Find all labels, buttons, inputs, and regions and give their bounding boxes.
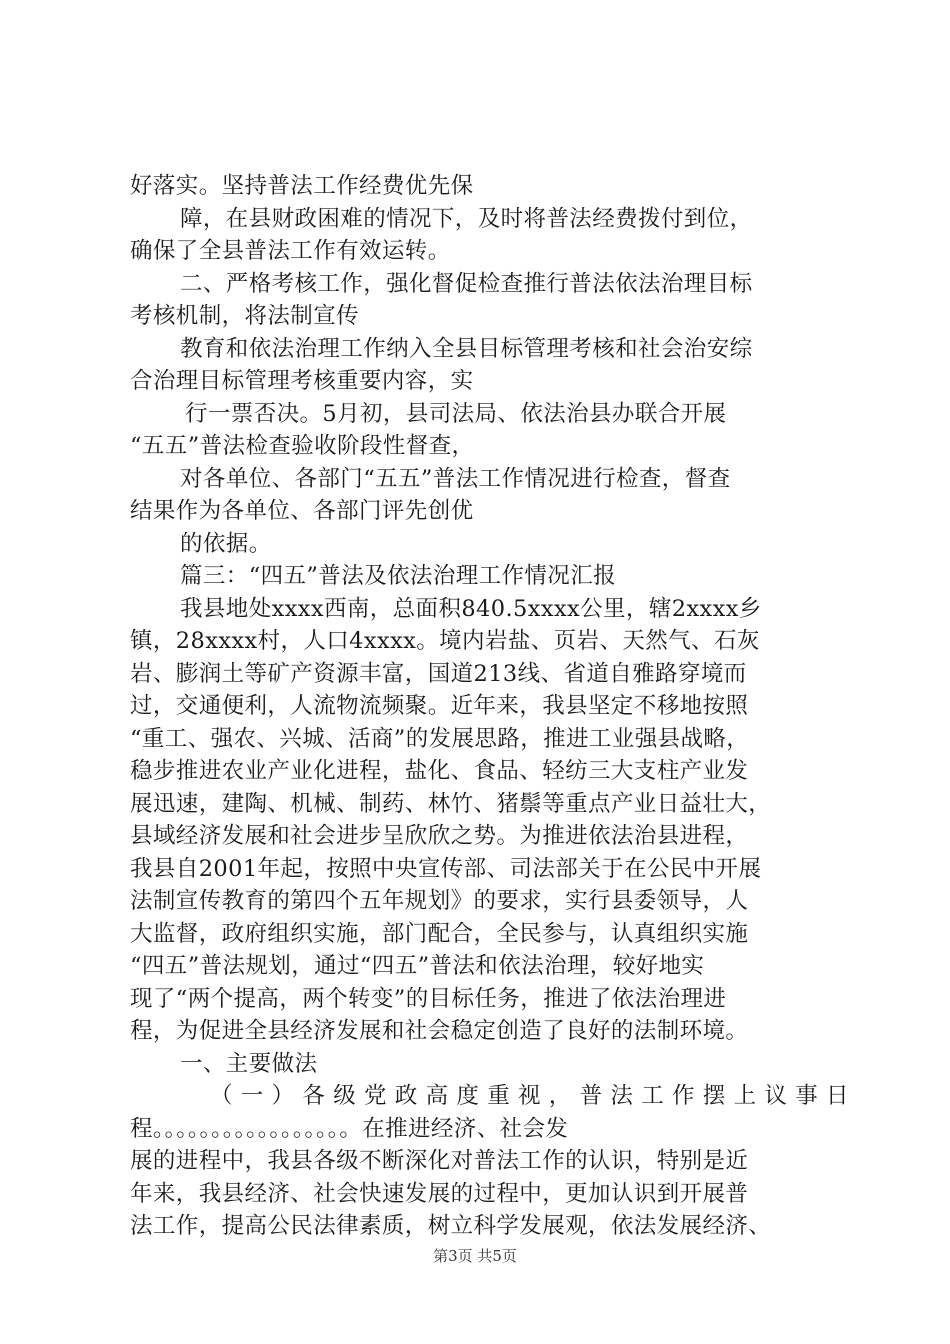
- text-line: 的依据。: [180, 530, 272, 557]
- page-number-footer: 第3页 共5页: [433, 1247, 517, 1265]
- text-line: 确保了全县普法工作有效运转。: [130, 238, 451, 264]
- text-line: “四五”普法规划，通过“四五”普法和依法治理，较好地实: [130, 953, 705, 979]
- text-line: 法工作，提高公民法律素质，树立科学发展观，依法发展经济、: [130, 1213, 772, 1239]
- subsection-heading: （一）各级党政高度重视，普法工作摆上议事日: [210, 1083, 857, 1109]
- text-line: 考核机制，将法制宣传: [130, 303, 360, 329]
- document-body: [130, 170, 857, 1243]
- text-line: 程，为促进全县经济发展和社会稳定创造了良好的法制环境。: [130, 1018, 749, 1044]
- text-line: 过，交通便利，人流物流频聚。近年来，我县坚定不移地按照: [130, 693, 749, 719]
- chapter-title: 篇三：“四五”普法及依法治理工作情况汇报: [180, 563, 617, 589]
- text-line: 县域经济发展和社会进步呈欣欣之势。为推进依法治县进程，: [130, 823, 749, 849]
- text-line: 大监督，政府组织实施，部门配合，全民参与，认真组织实施: [130, 920, 749, 947]
- text-line: 我县地处xxxx西南，总面积840.5xxxx公里，辖2xxxx乡: [180, 595, 762, 622]
- text-line: 我县自2001年起，按照中央宣传部、司法部关于在公民中开展: [130, 855, 762, 882]
- text-line: 展的进程中，我县各级不断深化对普法工作的认识，特别是近: [130, 1148, 749, 1174]
- text-line: 合治理目标管理考核重要内容，实: [130, 368, 474, 394]
- text-line: 年来，我县经济、社会快速发展的过程中，更加认识到开展普: [130, 1180, 749, 1207]
- text-line: 展迅速，建陶、机械、制药、林竹、猪鬃等重点产业日益壮大，: [130, 790, 772, 817]
- text-line: 教育和依法治理工作纳入全县目标管理考核和社会治安综: [180, 335, 753, 362]
- text-line: 障，在县财政困难的情况下，及时将普法经费拨付到位，: [180, 205, 753, 232]
- text-line: 程。。。。。。。。。。。。。。。。。在推进经济、社会发: [130, 1115, 569, 1142]
- text-line: 镇，28xxxx村，人口4xxxx。境内岩盐、页岩、天然气、石灰: [130, 628, 760, 654]
- text-line: 结果作为各单位、各部门评先创优: [130, 498, 474, 524]
- text-line: 行一票否决。5月初，县司法局、依法治县办联合开展: [185, 400, 727, 427]
- text-line: 岩、膨润土等矿产资源丰富，国道213线、省道自雅路穿境而: [130, 660, 747, 687]
- text-line: 对各单位、各部门“五五”普法工作情况进行检查，督查: [180, 465, 731, 492]
- section-heading: 二、严格考核工作，强化督促检查推行普法依法治理目标: [180, 270, 753, 297]
- section-heading: 一、主要做法: [180, 1050, 318, 1077]
- text-line: 好落实。坚持普法工作经费优先保: [130, 173, 474, 199]
- text-line: “五五”普法检查验收阶段性督查，: [130, 433, 475, 459]
- text-line: “重工、强农、兴城、活商”的发展思路，推进工业强县战略，: [130, 725, 750, 752]
- text-line: 现了“两个提高，两个转变”的目标任务，推进了依法治理进: [130, 985, 727, 1012]
- text-line: 稳步推进农业产业化进程，盐化、食品、轻纺三大支柱产业发: [130, 758, 749, 784]
- text-line: 法制宣传教育的第四个五年规划》的要求，实行县委领导，人: [130, 888, 749, 914]
